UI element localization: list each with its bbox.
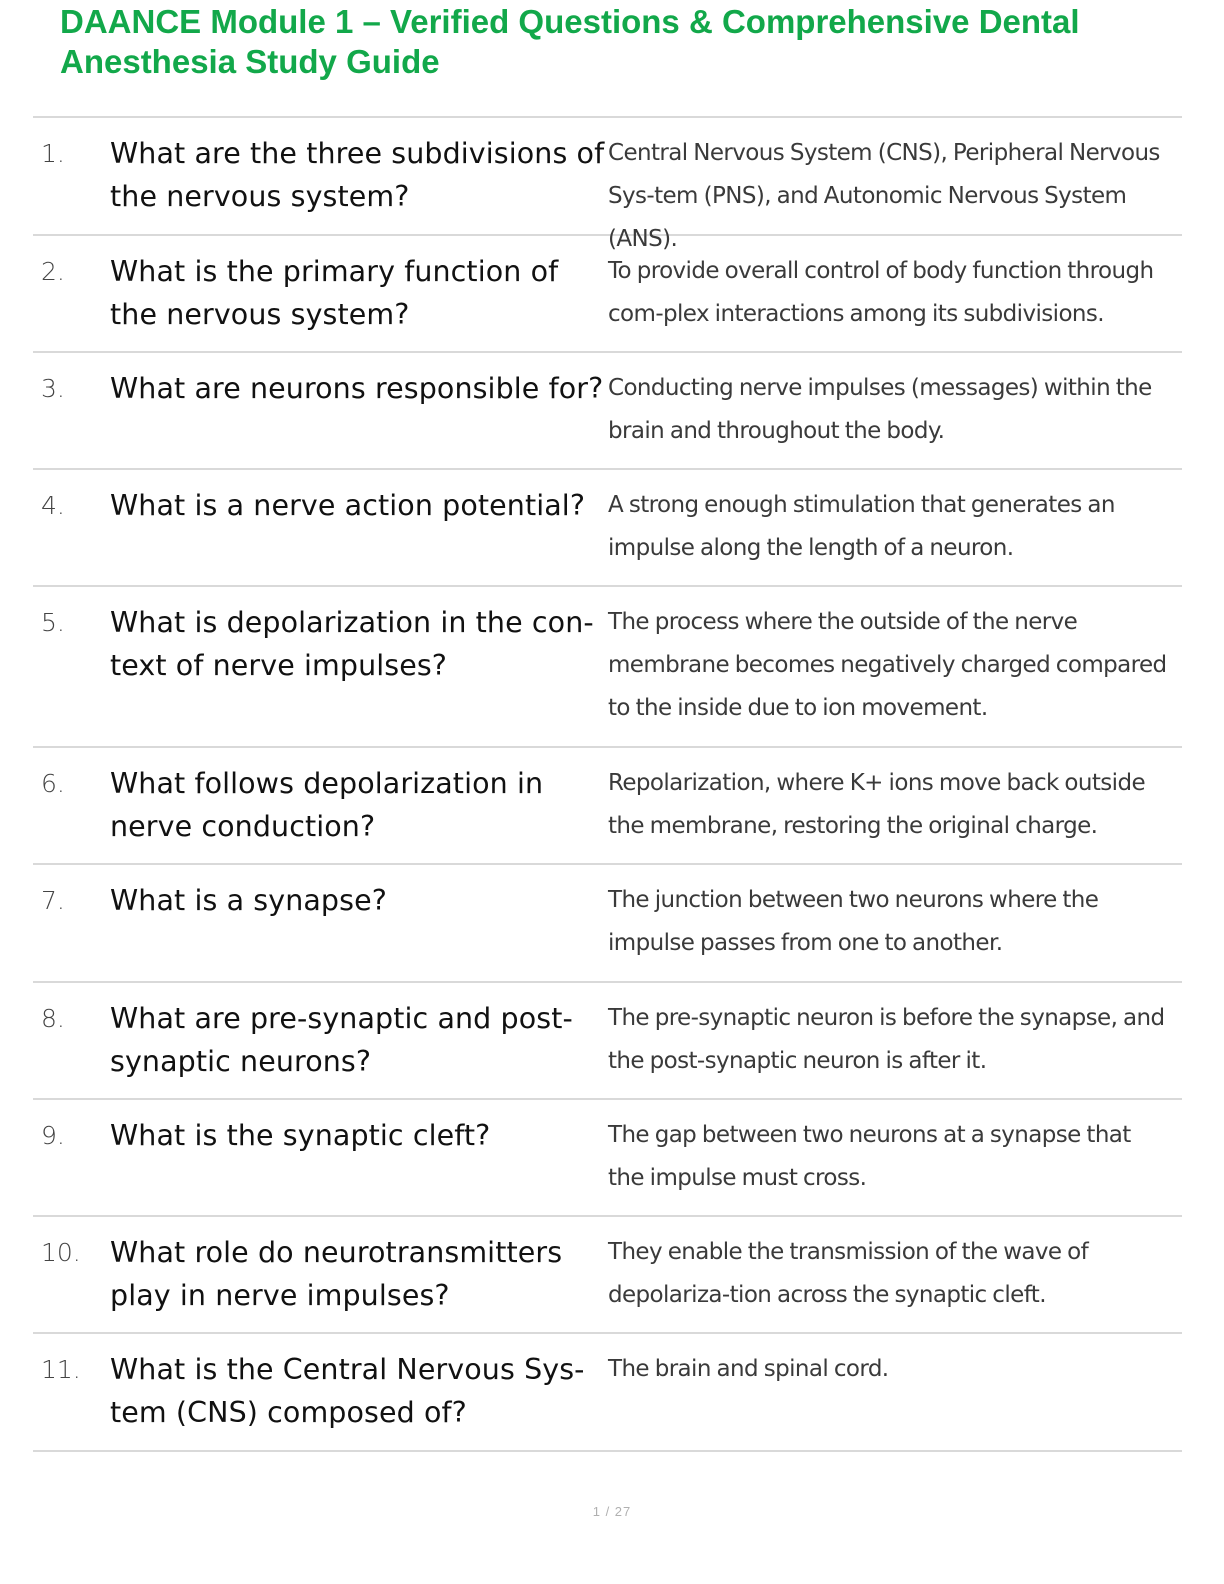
qa-row bbox=[33, 470, 1182, 587]
question-number: 4. bbox=[41, 491, 65, 520]
answer-text: A strong enough stimulation that generates an impulse along the length of a neuron. bbox=[608, 492, 1115, 561]
question-number: 5. bbox=[41, 608, 65, 637]
document-title: DAANCE Module 1 – Verified Questions & Comprehensive Dental Anesthesia Study Guide bbox=[60, 3, 1080, 80]
question-number: 6. bbox=[41, 769, 65, 798]
answer-text: To provide overall control of body function through com-plex interactions among its subdivisions. bbox=[608, 258, 1154, 327]
question-number: 8. bbox=[41, 1004, 65, 1033]
page-number: 1 / 27 bbox=[592, 1504, 632, 1519]
answer-text: The junction between two neurons where the impulse passes from one to another. bbox=[608, 887, 1099, 956]
question-text: What is a synapse? bbox=[110, 884, 387, 917]
qa-row bbox=[33, 1100, 1182, 1217]
question-number: 2. bbox=[41, 257, 65, 286]
qa-row bbox=[33, 236, 1182, 353]
answer-text: Conducting nerve impulses (messages) within the brain and throughout the body. bbox=[608, 375, 1152, 444]
qa-row bbox=[33, 1217, 1182, 1334]
question-text: What role do neurotransmitters play in nerve impulses? bbox=[110, 1236, 563, 1312]
qa-row bbox=[33, 983, 1182, 1100]
question-text: What is a nerve action potential? bbox=[110, 489, 586, 522]
question-number: 3. bbox=[41, 374, 65, 403]
question-number: 10. bbox=[41, 1238, 81, 1267]
question-text: What are pre-synaptic and post-synaptic neurons? bbox=[110, 1002, 573, 1078]
qa-row bbox=[33, 353, 1182, 470]
answer-text: The process where the outside of the nerve membrane becomes negatively charged compared to the inside due to ion movement. bbox=[608, 609, 1167, 721]
question-number: 1. bbox=[41, 139, 65, 168]
qa-row bbox=[33, 865, 1182, 983]
answer-text: They enable the transmission of the wave of depolariza-tion across the synaptic cleft. bbox=[608, 1239, 1089, 1308]
question-text: What is the Central Nervous Sys-tem (CNS) composed of? bbox=[110, 1353, 585, 1429]
answer-text: Repolarization, where K+ ions move back outside the membrane, restoring the original charge. bbox=[608, 770, 1146, 839]
qa-row bbox=[33, 1334, 1182, 1452]
question-text: What is the primary function of the nervous system? bbox=[110, 255, 559, 331]
answer-text: The gap between two neurons at a synapse that the impulse must cross. bbox=[608, 1122, 1131, 1191]
question-text: What is depolarization in the con-text of nerve impulses? bbox=[110, 606, 594, 682]
qa-row bbox=[33, 748, 1182, 865]
question-text: What is the synaptic cleft? bbox=[110, 1119, 491, 1152]
question-text: What follows depolarization in nerve conduction? bbox=[110, 767, 544, 843]
qa-table bbox=[33, 116, 1182, 1452]
answer-text: Central Nervous System (CNS), Peripheral Nervous Sys-tem (PNS), and Autonomic Nervous System (ANS). bbox=[608, 140, 1160, 252]
answer-text: The brain and spinal cord. bbox=[608, 1356, 889, 1382]
question-number: 9. bbox=[41, 1121, 65, 1150]
qa-row bbox=[33, 587, 1182, 748]
question-number: 7. bbox=[41, 886, 65, 915]
question-number: 11. bbox=[41, 1355, 81, 1384]
answer-text: The pre-synaptic neuron is before the synapse, and the post-synaptic neuron is after it. bbox=[608, 1005, 1165, 1074]
question-text: What are the three subdivisions of the nervous system? bbox=[110, 137, 605, 213]
question-text: What are neurons responsible for? bbox=[110, 372, 604, 405]
qa-row bbox=[33, 118, 1182, 252]
